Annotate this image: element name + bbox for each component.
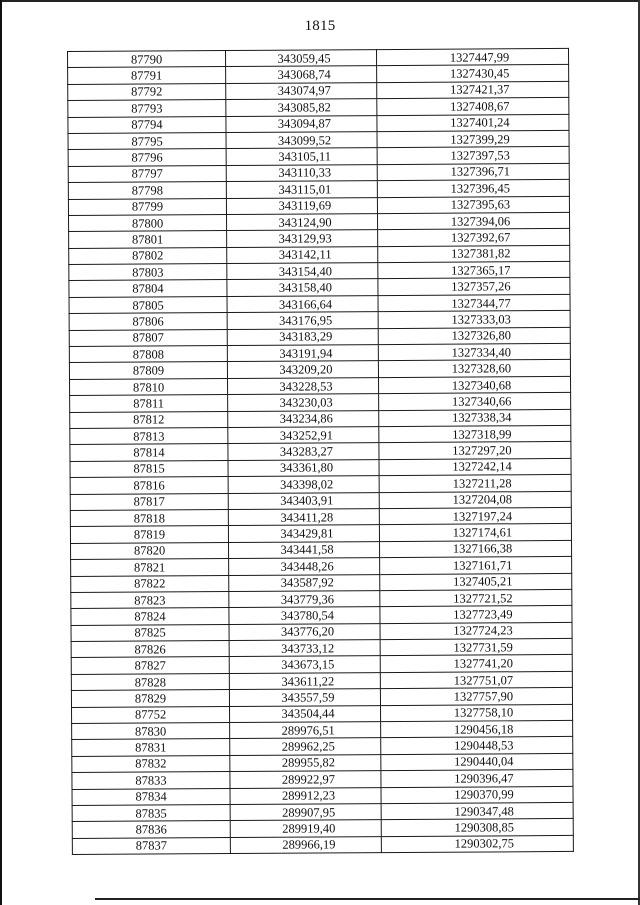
coordinates-table: [67, 48, 574, 855]
point-number-cell: 87833: [72, 772, 230, 789]
point-number-cell: 87812: [70, 411, 228, 428]
y-coordinate-cell: 1290308,85: [381, 819, 573, 837]
point-number-cell: 87830: [72, 723, 230, 740]
point-number-cell: 87813: [70, 428, 228, 445]
x-coordinate-cell: 343085,82: [226, 99, 377, 116]
y-coordinate-cell: 1327396,45: [377, 180, 569, 198]
y-coordinate-cell: 1327723,49: [380, 606, 572, 624]
y-coordinate-cell: 1327757,90: [380, 688, 572, 706]
page-bottom-rule: [95, 898, 640, 900]
point-number-cell: 87796: [68, 149, 226, 166]
y-coordinate-cell: 1327399,29: [377, 130, 569, 148]
y-coordinate-cell: 1327365,17: [378, 262, 570, 280]
x-coordinate-cell: 343115,01: [226, 181, 377, 198]
page-border-top: [0, 0, 640, 2]
point-number-cell: 87808: [69, 346, 227, 363]
y-coordinate-cell: 1327381,82: [378, 245, 570, 263]
y-coordinate-cell: 1327758,10: [381, 704, 573, 722]
y-coordinate-cell: 1290347,48: [381, 802, 573, 820]
x-coordinate-cell: 343779,36: [229, 590, 380, 607]
point-number-cell: 87816: [70, 477, 228, 494]
y-coordinate-cell: 1290440,04: [381, 753, 573, 771]
y-coordinate-cell: 1327297,20: [379, 442, 571, 460]
x-coordinate-cell: 343673,15: [229, 656, 380, 673]
x-coordinate-cell: 289955,82: [230, 754, 381, 771]
x-coordinate-cell: 289919,40: [230, 820, 381, 837]
point-number-cell: 87817: [70, 493, 228, 510]
y-coordinate-cell: 1327394,06: [377, 212, 569, 230]
point-number-cell: 87792: [68, 83, 226, 100]
y-coordinate-cell: 1327401,24: [377, 114, 569, 132]
y-coordinate-cell: 1327334,40: [378, 343, 570, 361]
y-coordinate-cell: 1327328,60: [378, 360, 570, 378]
point-number-cell: 87836: [72, 821, 230, 838]
x-coordinate-cell: 343119,69: [226, 197, 377, 214]
x-coordinate-cell: 343230,03: [228, 394, 379, 411]
x-coordinate-cell: 343411,28: [228, 509, 379, 526]
point-number-cell: 87835: [72, 804, 230, 821]
point-number-cell: 87804: [69, 280, 227, 297]
x-coordinate-cell: 343129,93: [227, 230, 378, 247]
y-coordinate-cell: 1290302,75: [381, 835, 573, 853]
x-coordinate-cell: 343403,91: [228, 492, 379, 509]
x-coordinate-cell: 343398,02: [228, 476, 379, 493]
x-coordinate-cell: 343429,81: [228, 525, 379, 542]
table-row: [72, 835, 573, 854]
y-coordinate-cell: 1327166,38: [380, 540, 572, 558]
x-coordinate-cell: 343733,12: [229, 640, 380, 657]
x-coordinate-cell: 343158,40: [227, 279, 378, 296]
point-number-cell: 87837: [72, 837, 230, 854]
page-number: 1815: [304, 18, 336, 34]
point-number-cell: 87815: [70, 460, 228, 477]
x-coordinate-cell: 289907,95: [230, 804, 381, 821]
x-coordinate-cell: 289922,97: [230, 771, 381, 788]
x-coordinate-cell: 343441,58: [229, 541, 380, 558]
y-coordinate-cell: 1327197,24: [379, 507, 571, 525]
y-coordinate-cell: 1290396,47: [381, 770, 573, 788]
point-number-cell: 87805: [69, 296, 227, 313]
point-number-cell: 87797: [68, 165, 226, 182]
y-coordinate-cell: 1327357,26: [378, 278, 570, 296]
point-number-cell: 87798: [68, 182, 226, 199]
coordinates-table-body: [68, 48, 574, 854]
point-number-cell: 87793: [68, 100, 226, 117]
x-coordinate-cell: 289962,25: [230, 738, 381, 755]
x-coordinate-cell: 343587,92: [229, 574, 380, 591]
x-coordinate-cell: 343191,94: [227, 345, 378, 362]
y-coordinate-cell: 1327326,80: [378, 327, 570, 345]
x-coordinate-cell: 343183,29: [227, 328, 378, 345]
point-number-cell: 87828: [71, 673, 229, 690]
x-coordinate-cell: 343234,86: [228, 410, 379, 427]
point-number-cell: 87790: [68, 51, 226, 68]
point-number-cell: 87825: [71, 624, 229, 641]
x-coordinate-cell: 343059,45: [226, 50, 377, 67]
point-number-cell: 87819: [70, 526, 228, 543]
y-coordinate-cell: 1327447,99: [376, 48, 568, 66]
y-coordinate-cell: 1327724,23: [380, 622, 572, 640]
x-coordinate-cell: 343124,90: [227, 214, 378, 231]
x-coordinate-cell: 289976,51: [230, 722, 381, 739]
point-number-cell: 87818: [70, 509, 228, 526]
point-number-cell: 87831: [72, 739, 230, 756]
point-number-cell: 87827: [71, 657, 229, 674]
x-coordinate-cell: 343142,11: [227, 246, 378, 263]
x-coordinate-cell: 343611,22: [229, 672, 380, 689]
x-coordinate-cell: 343780,54: [229, 607, 380, 624]
x-coordinate-cell: 343448,26: [229, 558, 380, 575]
point-number-cell: 87795: [68, 132, 226, 149]
y-coordinate-cell: 1327340,66: [379, 393, 571, 411]
y-coordinate-cell: 1327421,37: [377, 81, 569, 99]
point-number-cell: 87791: [68, 67, 226, 84]
y-coordinate-cell: 1327405,21: [380, 573, 572, 591]
point-number-cell: 87823: [71, 591, 229, 608]
x-coordinate-cell: 343252,91: [228, 427, 379, 444]
y-coordinate-cell: 1327161,71: [380, 557, 572, 575]
point-number-cell: 87834: [72, 788, 230, 805]
point-number-cell: 87794: [68, 116, 226, 133]
y-coordinate-cell: 1327340,68: [378, 376, 570, 394]
y-coordinate-cell: 1327408,67: [377, 98, 569, 116]
point-number-cell: 87752: [72, 706, 230, 723]
y-coordinate-cell: 1327344,77: [378, 294, 570, 312]
y-coordinate-cell: 1327338,34: [379, 409, 571, 427]
point-number-cell: 87806: [69, 313, 227, 330]
point-number-cell: 87832: [72, 755, 230, 772]
page-border-left: [0, 0, 2, 905]
x-coordinate-cell: 343068,74: [226, 66, 377, 83]
point-number-cell: 87800: [69, 214, 227, 231]
y-coordinate-cell: 1290448,53: [381, 737, 573, 755]
point-number-cell: 87811: [70, 395, 228, 412]
point-number-cell: 87809: [69, 362, 227, 379]
point-number-cell: 87829: [71, 690, 229, 707]
x-coordinate-cell: 343283,27: [228, 443, 379, 460]
x-coordinate-cell: 343099,52: [226, 132, 377, 149]
x-coordinate-cell: 343074,97: [226, 82, 377, 99]
x-coordinate-cell: 343557,59: [229, 689, 380, 706]
y-coordinate-cell: 1327174,61: [379, 524, 571, 542]
point-number-cell: 87822: [71, 575, 229, 592]
y-coordinate-cell: 1327242,14: [379, 458, 571, 476]
x-coordinate-cell: 289966,19: [230, 836, 381, 853]
y-coordinate-cell: 1327395,63: [377, 196, 569, 214]
x-coordinate-cell: 343361,80: [228, 459, 379, 476]
x-coordinate-cell: 343504,44: [230, 705, 381, 722]
y-coordinate-cell: 1327741,20: [380, 655, 572, 673]
y-coordinate-cell: 1327396,71: [377, 163, 569, 181]
y-coordinate-cell: 1327333,03: [378, 311, 570, 329]
y-coordinate-cell: 1327392,67: [378, 229, 570, 247]
y-coordinate-cell: 1327751,07: [380, 671, 572, 689]
point-number-cell: 87824: [71, 608, 229, 625]
point-number-cell: 87814: [70, 444, 228, 461]
point-number-cell: 87821: [71, 559, 229, 576]
y-coordinate-cell: 1327397,53: [377, 147, 569, 165]
y-coordinate-cell: 1327731,59: [380, 638, 572, 656]
point-number-cell: 87802: [69, 247, 227, 264]
y-coordinate-cell: 1327318,99: [379, 425, 571, 443]
y-coordinate-cell: 1290370,99: [381, 786, 573, 804]
y-coordinate-cell: 1327211,28: [379, 475, 571, 493]
x-coordinate-cell: 343166,64: [227, 295, 378, 312]
point-number-cell: 87826: [71, 641, 229, 658]
x-coordinate-cell: 343110,33: [226, 164, 377, 181]
point-number-cell: 87820: [71, 542, 229, 559]
x-coordinate-cell: 343154,40: [227, 263, 378, 280]
x-coordinate-cell: 343209,20: [227, 361, 378, 378]
point-number-cell: 87810: [70, 378, 228, 395]
point-number-cell: 87799: [68, 198, 226, 215]
y-coordinate-cell: 1327204,08: [379, 491, 571, 509]
point-number-cell: 87807: [69, 329, 227, 346]
y-coordinate-cell: 1327721,52: [380, 589, 572, 607]
x-coordinate-cell: 343105,11: [226, 148, 377, 165]
x-coordinate-cell: 343176,95: [227, 312, 378, 329]
x-coordinate-cell: 343094,87: [226, 115, 377, 132]
x-coordinate-cell: 289912,23: [230, 787, 381, 804]
point-number-cell: 87801: [69, 231, 227, 248]
y-coordinate-cell: 1290456,18: [381, 720, 573, 738]
y-coordinate-cell: 1327430,45: [377, 65, 569, 83]
x-coordinate-cell: 343776,20: [229, 623, 380, 640]
point-number-cell: 87803: [69, 264, 227, 281]
x-coordinate-cell: 343228,53: [228, 377, 379, 394]
